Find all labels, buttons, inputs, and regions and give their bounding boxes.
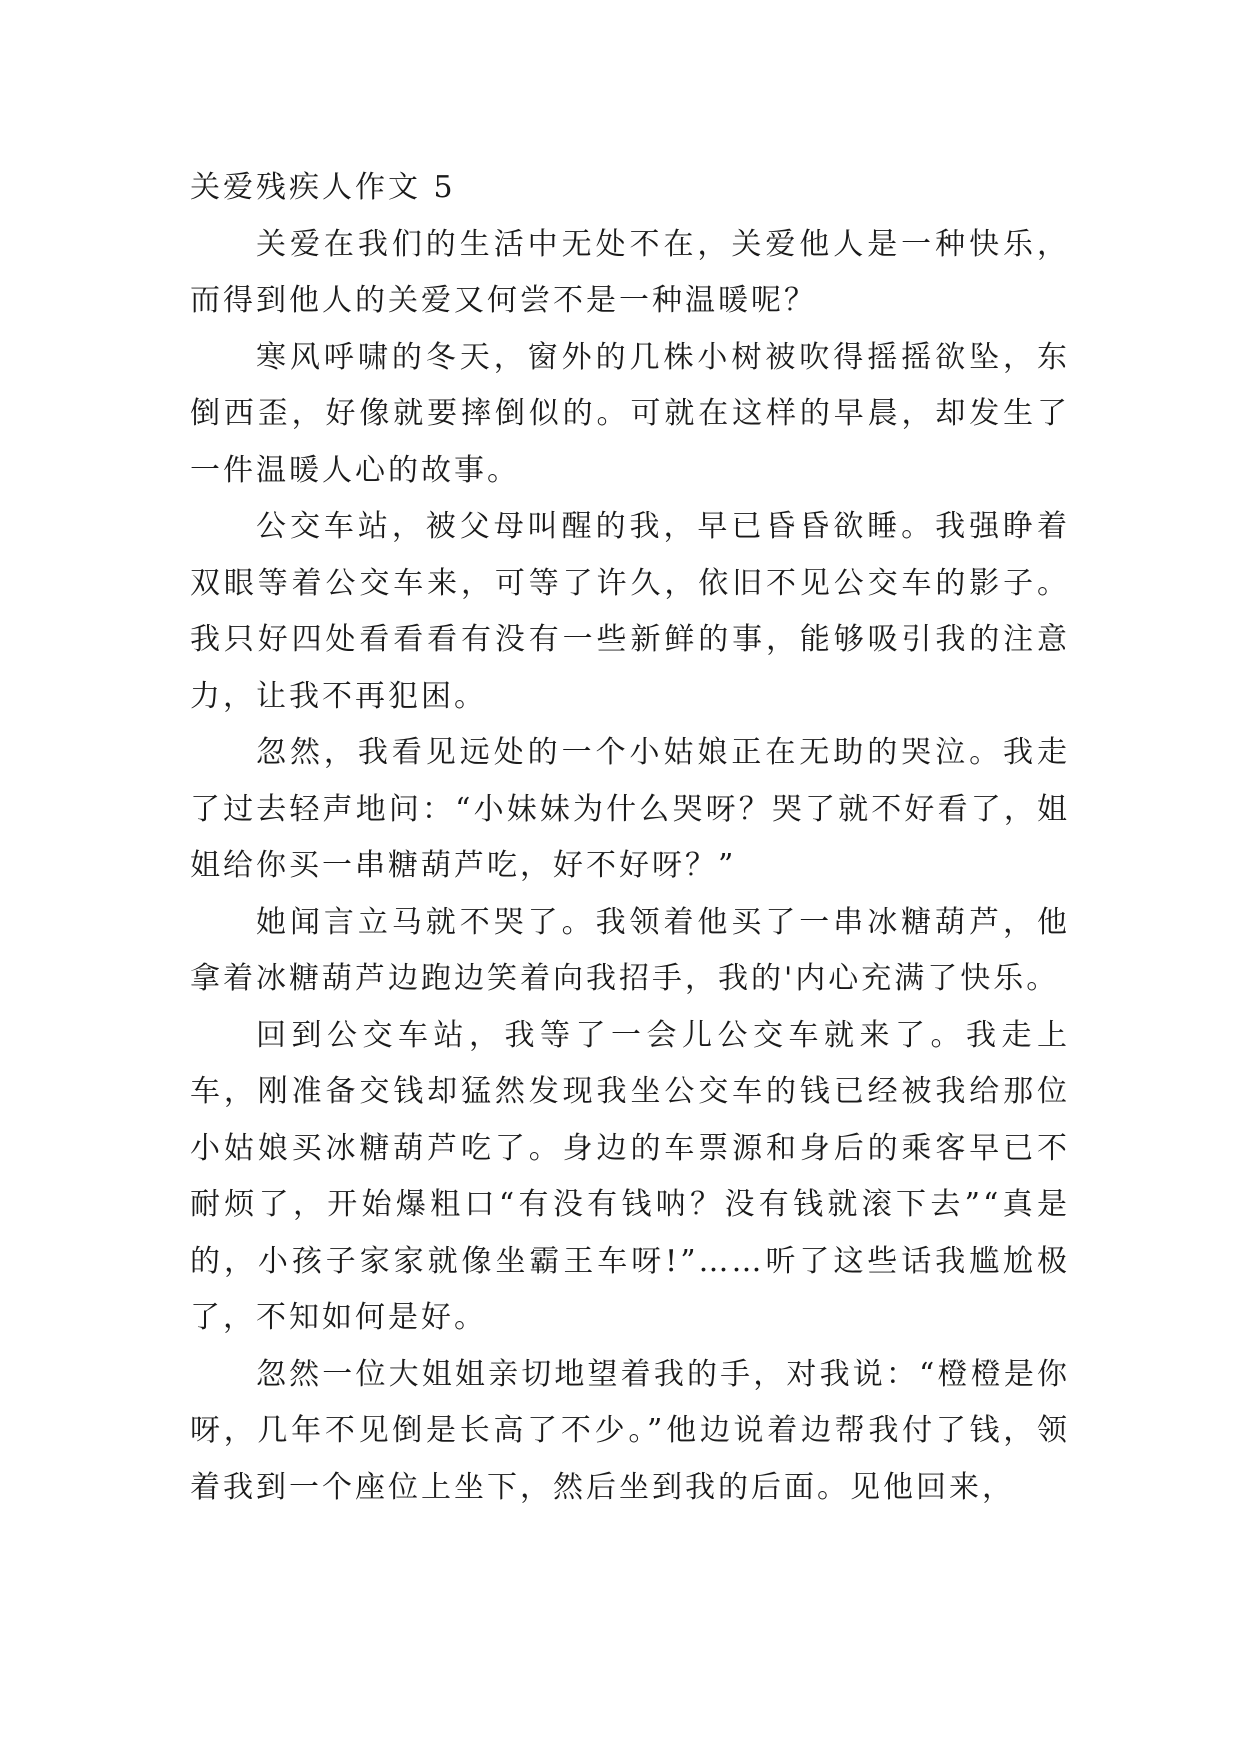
paragraph-3: 公交车站，被父母叫醒的我，早已昏昏欲睡。我强睁着双眼等着公交车来，可等了许久，依旧不见公交车的影子。我只好四处看看看有没有一些新鲜的事，能够吸引我的注意力，让我不再犯困。 — [190, 509, 1070, 714]
paragraph-5: 她闻言立马就不哭了。我领着他买了一串冰糖葫芦，他拿着冰糖葫芦边跑边笑着向我招手，我的'内心充满了快乐。 — [190, 904, 1070, 996]
document-body — [190, 160, 1070, 1516]
paragraph-2: 寒风呼啸的冬天，窗外的几株小树被吹得摇摇欲坠，东倒西歪，好像就要摔倒似的。可就在这样的早晨，却发生了一件温暖人心的故事。 — [190, 339, 1070, 488]
document-title: 关爱残疾人作文 5 — [190, 170, 456, 205]
paragraph-4: 忽然，我看见远处的一个小姑娘正在无助的哭泣。我走了过去轻声地问：“小妹妹为什么哭呀？哭了就不好看了，姐姐给你买一串糖葫芦吃，好不好呀？” — [190, 735, 1070, 883]
paragraph-7: 忽然一位大姐姐亲切地望着我的手，对我说：“橙橙是你呀，几年不见倒是长高了不少。”他边说着边帮我付了钱，领着我到一个座位上坐下，然后坐到我的后面。见他回来， — [190, 1356, 1070, 1505]
paragraph-1: 关爱在我们的生活中无处不在，关爱他人是一种快乐，而得到他人的关爱又何尝不是一种温暖呢？ — [190, 226, 1070, 318]
paragraph-6: 回到公交车站，我等了一会儿公交车就来了。我走上车，刚准备交钱却猛然发现我坐公交车的钱已经被我给那位小姑娘买冰糖葫芦吃了。身边的车票源和身后的乘客早已不耐烦了，开始爆粗口“有没有钱呐？没有钱就滚下去”“真是的，小孩子家家就像坐霸王车呀!”……听了这些话我尴尬极了，不知如何是好。 — [190, 1017, 1070, 1335]
